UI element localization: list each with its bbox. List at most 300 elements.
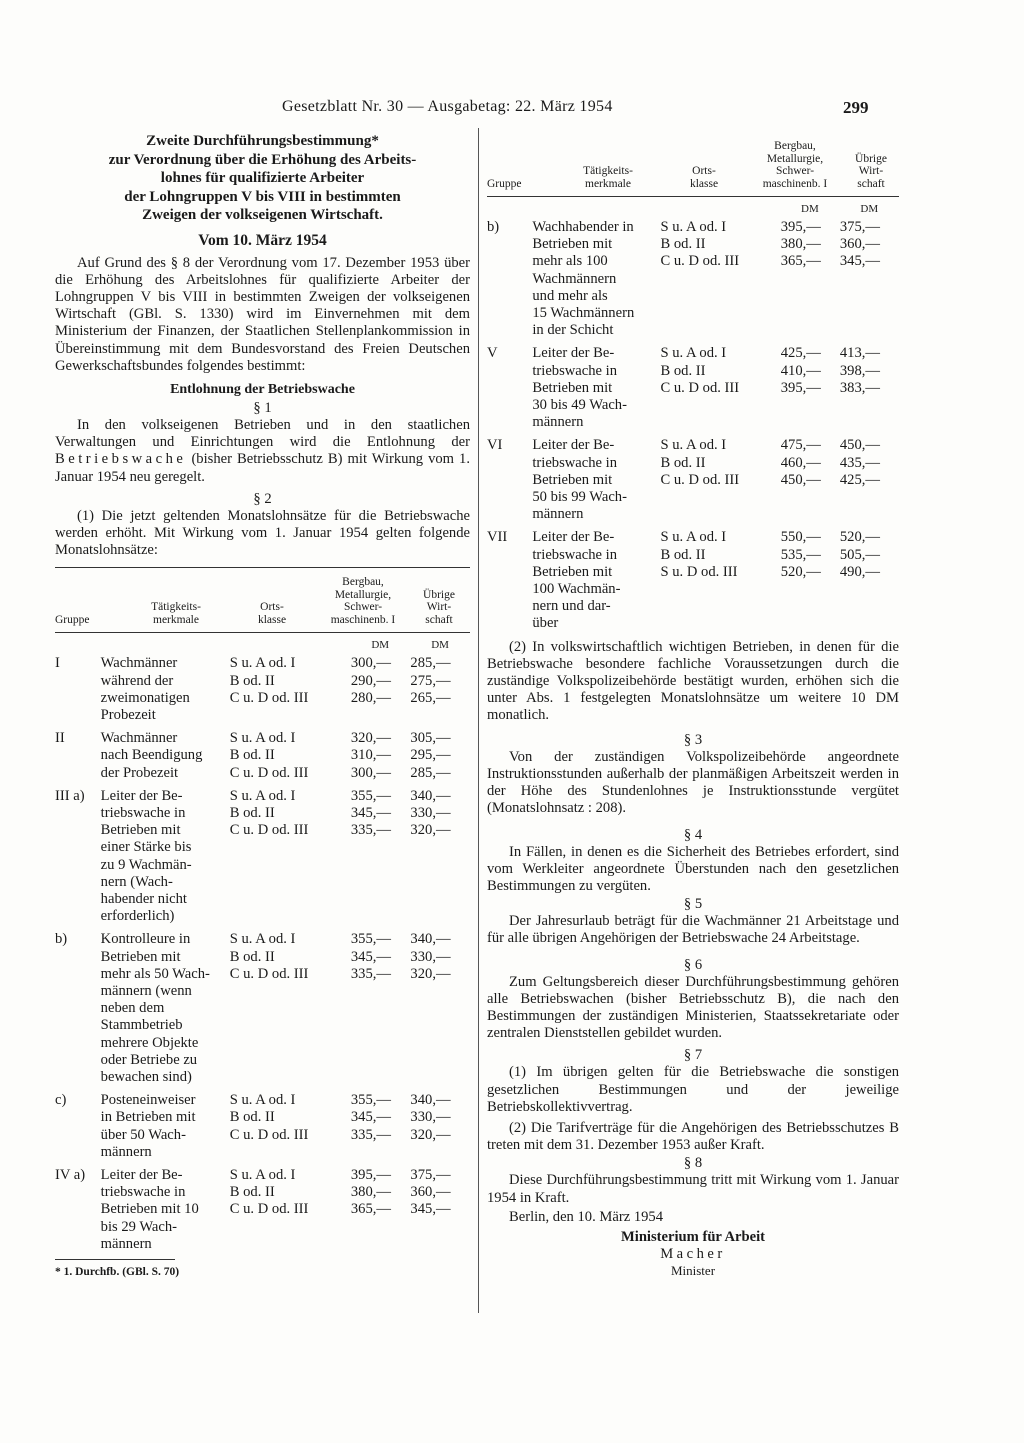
th-line: Orts- [260, 601, 284, 614]
cell-uebrige-value-line: 425,— [839, 471, 881, 488]
cell-bergbau-value [351, 1167, 411, 1253]
cell-merkmale-line: Wachhabender in [532, 219, 634, 235]
cell-bergbau-value-line: 460,— [780, 454, 821, 471]
cell-bergbau-value-line: 395,— [780, 219, 821, 235]
cell-bergbau-value-line: 550,— [780, 529, 821, 546]
cell-uebrige-value-line: 305,— [410, 730, 451, 747]
th-line: schaft [857, 177, 885, 190]
cell-ortsklasse [660, 219, 780, 339]
cell-merkmale-line: während der [100, 672, 174, 689]
th-line: Bergbau, [342, 576, 384, 589]
cell-merkmale-line: triebswache in [532, 454, 618, 471]
cell-bergbau-value [351, 1092, 411, 1161]
table-row [487, 437, 899, 523]
paragraph-4-text: In Fällen, in denen es die Sicherheit des Betriebes erfordert, sind vom Werkleiter angeordnete Überstunden nach den gesetzlichen Bestimmungen zu vergüten. [487, 843, 899, 894]
cell-ortsklasse-line: C u. D od. III [660, 379, 740, 396]
cell-merkmale-line: Probezeit [100, 706, 156, 723]
cell-merkmale-line: mehr als 50 Wach- [100, 965, 210, 982]
cell-ortsklasse-line: S u. A od. I [229, 730, 296, 747]
th-line: Schwer- [343, 601, 383, 614]
cell-merkmale-line: Wachmännern [532, 270, 617, 287]
cell-bergbau-value-line: 320,— [350, 730, 391, 747]
cell-uebrige-value [840, 345, 899, 431]
cell-bergbau-value-line: 380,— [350, 1184, 391, 1201]
table-row [55, 1092, 470, 1161]
th-line: merkmale [585, 177, 631, 190]
cell-merkmale [101, 1092, 230, 1161]
cell-merkmale-line: in Betrieben mit [100, 1109, 196, 1126]
paragraph-1-text-b: (bisher Betriebsschutz B) mit Wirkung vom 1. Januar 1954 neu geregelt. [55, 451, 470, 485]
cell-merkmale [532, 529, 660, 632]
table-body-left [55, 655, 470, 1253]
paragraph-2-text: (1) Die jetzt geltenden Monatslohnsätze für die Betriebswache werden erhöht. Mit Wirkung vom 1. Januar 1954 gelten folgende Monatslohnsätze: [55, 507, 470, 559]
cell-uebrige-value-line: 295,— [410, 747, 451, 764]
cell-ortsklasse-line: B od. II [229, 747, 275, 764]
cell-merkmale-line: Betrieben mit [532, 379, 613, 396]
cell-uebrige-value-line: 285,— [410, 764, 451, 781]
cell-bergbau-value-line: 380,— [780, 236, 821, 253]
cell-gruppe [487, 529, 532, 632]
table-row [487, 529, 899, 632]
table-row [55, 931, 470, 1086]
table-row [487, 219, 899, 339]
cell-uebrige-value-line: 360,— [839, 236, 881, 253]
cell-merkmale-line: Leiter der Be- [100, 787, 183, 804]
cell-merkmale-line: der Probezeit [100, 764, 179, 781]
unit-dm: DM [431, 639, 449, 652]
cell-merkmale-line: Betrieben mit 10 [100, 1201, 199, 1218]
footnote-rule [55, 1259, 175, 1260]
cell-uebrige-value-line: 520,— [839, 529, 881, 546]
title-line: Zweite Durchführungsbestimmung* [146, 133, 379, 149]
left-column [55, 132, 470, 1278]
paragraph-2-abs-2: (2) In volkswirtschaftlich wichtigen Betrieben, in denen für die Betriebswache besondere fachliche Voraussetzungen durch die zuständige Volkspolizeibehörde bestätigt wurden, erhöhen sich die unter Abs. 1 festgelegten Monatslohnsätze um weitere 10 DM monatlich. [487, 638, 899, 724]
th-uebrige [845, 153, 897, 191]
cell-merkmale-line: männern (wenn [100, 983, 192, 999]
cell-gruppe-line: b) [55, 931, 68, 948]
cell-merkmale-line: Betrieben mit [100, 948, 181, 965]
th-bergbau [313, 576, 413, 626]
cell-merkmale-line: Betrieben mit [532, 563, 613, 580]
cell-merkmale-line: 30 bis 49 Wach- [532, 397, 627, 414]
th-ortsklasse [663, 165, 745, 190]
cell-bergbau-value-line: 335,— [350, 1126, 391, 1143]
table-row [55, 730, 470, 782]
th-line: maschinenb. I [762, 177, 828, 190]
cell-merkmale-line: über [532, 615, 559, 632]
cell-merkmale-line: habender nicht [100, 890, 187, 907]
cell-bergbau-value-line: 300,— [350, 655, 391, 672]
ministry-name: Ministerium für Arbeit [620, 1228, 766, 1245]
cell-uebrige-value-line: 320,— [410, 822, 451, 839]
paragraph-sign-1: § 1 [253, 399, 272, 416]
paragraph-1-spaced: Betriebswache [55, 451, 187, 468]
document-date: Vom 10. März 1954 [198, 231, 327, 249]
document-title [55, 132, 470, 225]
th-line: Tätigkeits- [583, 165, 633, 177]
cell-gruppe-line: II [55, 730, 65, 747]
paragraph-sign-4: § 4 [683, 826, 703, 843]
unit-dm: DM [801, 203, 819, 215]
cell-bergbau-value-line: 535,— [780, 546, 821, 563]
cell-merkmale [101, 730, 230, 782]
cell-bergbau-value-line: 520,— [780, 563, 821, 580]
paragraph-5-text: Der Jahresurlaub beträgt für die Wachmänner 21 Arbeitstage und für alle übrigen Angehörigen der Betriebswache 24 Arbeitstage. [487, 913, 899, 947]
cell-uebrige-value-line: 340,— [410, 931, 451, 948]
th-line: schaft [425, 613, 453, 626]
cell-ortsklasse-line: S u. A od. I [660, 437, 727, 454]
cell-bergbau-value [781, 529, 840, 632]
cell-merkmale-line: Leiter der Be- [100, 1167, 183, 1184]
cell-ortsklasse [230, 1167, 351, 1253]
cell-ortsklasse-line: C u. D od. III [229, 822, 309, 839]
th-line: Tätigkeits- [151, 601, 201, 614]
cell-ortsklasse-line: S u. A od. I [229, 1092, 296, 1109]
cell-uebrige-value-line: 275,— [410, 672, 451, 689]
cell-ortsklasse-line: S u. A od. I [229, 1167, 296, 1184]
cell-merkmale-line: Kontrolleure in [100, 931, 191, 948]
table-row [487, 345, 899, 431]
cell-uebrige-value [840, 437, 899, 523]
cell-uebrige-value [410, 788, 470, 926]
paragraph-sign-5: § 5 [683, 896, 703, 913]
paragraph-sign-7: § 7 [683, 1047, 703, 1064]
cell-uebrige-value [410, 1092, 470, 1161]
th-line: Metallurgie, [334, 588, 392, 601]
cell-uebrige-value-line: 375,— [410, 1167, 451, 1184]
cell-uebrige-value-line: 330,— [410, 948, 451, 965]
cell-ortsklasse-line: B od. II [229, 1109, 275, 1126]
cell-bergbau-value-line: 345,— [350, 948, 391, 965]
column-divider [478, 128, 479, 1313]
cell-bergbau-value-line: 310,— [350, 747, 391, 764]
th-line: Wirt- [426, 601, 452, 614]
cell-bergbau-value [351, 655, 411, 724]
cell-merkmale-line: 50 bis 99 Wach- [532, 489, 627, 506]
paragraph-7-text-2: (2) Die Tarifverträge für die Angehörigen des Betriebsschutzes B treten mit dem 31. Dezember 1953 außer Kraft. [487, 1119, 899, 1154]
cell-merkmale [101, 655, 230, 724]
cell-ortsklasse-line: B od. II [229, 804, 275, 821]
place-date: Berlin, den 10. März 1954 [509, 1208, 664, 1225]
cell-merkmale-line: Wachmänner [100, 730, 178, 747]
cell-uebrige-value-line: 450,— [839, 437, 881, 454]
cell-bergbau-value-line: 355,— [350, 787, 391, 804]
cell-ortsklasse [660, 529, 780, 632]
title-line: zur Verordnung über die Erhöhung des Arbeits- [108, 151, 417, 168]
cell-ortsklasse-line: B od. II [229, 672, 275, 689]
title-line: lohnes für qualifizierte Arbeiter [160, 170, 365, 186]
cell-ortsklasse-line: C u. D od. III [660, 471, 740, 488]
paragraph-1-text [55, 417, 470, 486]
title-line: der Lohngruppen V bis VIII in bestimmten [124, 188, 401, 205]
cell-merkmale-line: nach Beendigung [100, 747, 203, 764]
cell-uebrige-value-line: 413,— [839, 345, 881, 362]
th-line: klasse [689, 177, 719, 190]
unit-row [487, 197, 899, 219]
cell-bergbau-value-line: 300,— [350, 764, 391, 781]
cell-bergbau-value-line: 355,— [350, 1092, 391, 1109]
cell-ortsklasse-line: B od. II [660, 236, 706, 253]
cell-ortsklasse [230, 788, 351, 926]
th-merkmale [121, 601, 231, 626]
cell-uebrige-value [840, 529, 899, 632]
cell-gruppe-line: I [55, 655, 60, 672]
cell-bergbau-value-line: 290,— [350, 672, 391, 689]
cell-bergbau-value-line: 425,— [780, 345, 821, 362]
cell-ortsklasse-line: S u. A od. I [229, 655, 296, 672]
cell-merkmale-line: mehr als 100 [532, 253, 608, 270]
unit-dm: DM [371, 639, 390, 652]
cell-merkmale-line: Leiter der Be- [532, 437, 615, 454]
cell-ortsklasse-line: C u. D od. III [229, 1201, 309, 1218]
cell-ortsklasse [230, 1092, 351, 1161]
cell-uebrige-value [410, 730, 470, 782]
cell-uebrige-value-line: 265,— [410, 689, 451, 706]
cell-bergbau-value [351, 730, 411, 782]
section-heading: Entlohnung der Betriebswache [170, 381, 355, 397]
cell-gruppe-line: VII [487, 529, 508, 546]
cell-uebrige-value-line: 330,— [410, 1109, 451, 1126]
cell-gruppe [487, 219, 532, 339]
cell-ortsklasse-line: B od. II [660, 546, 706, 563]
cell-uebrige-value-line: 320,— [410, 1126, 451, 1143]
cell-uebrige-value-line: 330,— [410, 804, 451, 821]
cell-merkmale-line: oder Betriebe zu [100, 1051, 198, 1068]
cell-uebrige-value [410, 655, 470, 724]
cell-merkmale-line: männern [100, 1235, 152, 1252]
signatory-role: Minister [670, 1262, 716, 1278]
th-gruppe: Gruppe [487, 177, 522, 190]
cell-merkmale-line: Wachmänner [100, 655, 178, 672]
unit-dm: DM [860, 203, 879, 215]
cell-uebrige-value [410, 1167, 470, 1253]
cell-merkmale-line: mehrere Objekte [100, 1034, 199, 1051]
cell-uebrige-value-line: 345,— [839, 253, 881, 270]
cell-merkmale-line: bewachen sind) [100, 1069, 192, 1086]
th-line: maschinenb. I [330, 613, 396, 626]
cell-ortsklasse [660, 437, 780, 523]
cell-ortsklasse-line: B od. II [229, 1184, 275, 1201]
cell-ortsklasse-line: B od. II [660, 362, 706, 379]
th-bergbau [745, 140, 845, 190]
cell-uebrige-value-line: 505,— [839, 546, 881, 563]
cell-merkmale-line: Leiter der Be- [532, 529, 615, 546]
cell-uebrige-value-line: 375,— [839, 219, 881, 235]
cell-merkmale-line: 100 Wachmän- [532, 581, 621, 598]
cell-gruppe [55, 730, 101, 782]
cell-ortsklasse-line: S u. A od. I [229, 787, 296, 804]
cell-merkmale-line: triebswache in [532, 362, 618, 379]
cell-bergbau-value [351, 788, 411, 926]
th-line: Bergbau, [774, 140, 816, 152]
signatory-name: Macher [660, 1245, 726, 1262]
cell-merkmale-line: zweimonatigen [100, 689, 190, 706]
page-number: 299 [843, 98, 869, 117]
cell-merkmale [532, 345, 660, 431]
cell-bergbau-value-line: 410,— [780, 362, 821, 379]
cell-gruppe-line: VI [487, 437, 503, 454]
cell-uebrige-value-line: 320,— [410, 965, 451, 982]
cell-merkmale-line: Betrieben mit [532, 236, 613, 253]
cell-ortsklasse-line: B od. II [660, 454, 706, 471]
cell-uebrige-value [410, 931, 470, 1086]
table-header [487, 140, 899, 197]
cell-merkmale-line: Leiter der Be- [532, 345, 615, 362]
cell-gruppe [55, 931, 101, 1086]
th-gruppe: Gruppe [55, 613, 90, 626]
cell-merkmale-line: männern [100, 1143, 152, 1160]
cell-bergbau-value-line: 475,— [780, 437, 821, 454]
cell-uebrige-value-line: 435,— [839, 454, 881, 471]
cell-gruppe [55, 655, 101, 724]
table-row [55, 788, 470, 926]
cell-merkmale-line: Betrieben mit [100, 822, 181, 839]
cell-ortsklasse-line: S u. A od. I [660, 219, 727, 235]
cell-gruppe-line: b) [487, 219, 500, 235]
cell-merkmale-line: erforderlich) [100, 908, 175, 925]
cell-bergbau-value-line: 395,— [780, 379, 821, 396]
cell-merkmale-line: triebswache in [532, 546, 618, 563]
preamble: Auf Grund des § 8 der Verordnung vom 17. Dezember 1953 über die Erhöhung des Arbeitslohnes für qualifizierte Arbeiter der Lohngruppen V bis VIII in bestimmten Zweigen der volkseigenen Wirtschaft (GBl. S. 1330) wird im Einvernehmen mit dem Ministerium der Finanzen, der Staatlichen Stellenplankommission in Übereinstimmung mit dem Bundesvorstand des Freien Deutschen Gewerkschaftsbundes folgendes bestimmt: [55, 254, 470, 374]
table-row [55, 1167, 470, 1253]
cell-bergbau-value [781, 437, 840, 523]
cell-ortsklasse-line: C u. D od. III [229, 689, 309, 706]
unit-row [55, 633, 470, 655]
cell-gruppe [487, 345, 532, 431]
cell-uebrige-value-line: 383,— [839, 379, 881, 396]
paragraph-sign-2: § 2 [253, 490, 272, 507]
cell-merkmale [532, 437, 660, 523]
paragraph-1-text-a: In den volkseigenen Betrieben und in den staatlichen Verwaltungen und Einrichtungen wird die Entlohnung der [55, 416, 470, 451]
cell-merkmale-line: Stammbetrieb [100, 1017, 183, 1034]
cell-gruppe [487, 437, 532, 523]
cell-bergbau-value [781, 345, 840, 431]
cell-uebrige-value-line: 340,— [410, 1092, 451, 1109]
cell-ortsklasse-line: S u. D od. III [660, 563, 738, 580]
cell-uebrige-value-line: 345,— [410, 1201, 451, 1218]
th-merkmale [553, 165, 663, 190]
cell-merkmale-line: männern [532, 414, 584, 431]
th-line: Schwer- [775, 165, 815, 177]
cell-bergbau-value-line: 335,— [350, 965, 391, 982]
cell-merkmale-line: 15 Wachmännern [532, 305, 635, 322]
paragraph-6-text: Zum Geltungsbereich dieser Durchführungsbestimmung gehören alle Betriebswachen (bisher Betriebsschutz B), die nach den Bestimmungen der zuständigen Ministerien, Staatssekretariate oder zentralen Dienststellen gebildet wurden. [487, 973, 899, 1042]
th-ortsklasse [231, 601, 313, 626]
cell-merkmale-line: männern [532, 506, 584, 523]
cell-uebrige-value-line: 285,— [410, 655, 451, 672]
cell-gruppe [55, 788, 101, 926]
cell-merkmale-line: einer Stärke bis [100, 839, 192, 856]
cell-uebrige-value [840, 219, 899, 339]
cell-uebrige-value-line: 490,— [839, 563, 881, 580]
cell-bergbau-value-line: 280,— [350, 689, 391, 706]
th-line: merkmale [153, 613, 199, 626]
cell-gruppe [55, 1167, 101, 1253]
cell-ortsklasse [230, 655, 351, 724]
cell-ortsklasse-line: C u. D od. III [229, 764, 309, 781]
paragraph-8-text: Diese Durchführungsbestimmung tritt mit Wirkung vom 1. Januar 1954 in Kraft. [487, 1172, 899, 1206]
cell-merkmale [532, 219, 660, 339]
header-text: Gesetzblatt Nr. 30 — Ausgabetag: 22. März 1954 [282, 98, 613, 115]
paragraph-7-text-1: (1) Im übrigen gelten für die Betriebswache die sonstigen gesetzlichen Bestimmungen und der jeweilige Betriebskollektivvertrag. [487, 1064, 899, 1115]
cell-merkmale-line: neben dem [100, 1000, 165, 1017]
right-column [487, 140, 899, 1279]
cell-bergbau-value-line: 395,— [350, 1167, 391, 1184]
page-header [0, 98, 1024, 124]
cell-merkmale-line: nern und dar- [532, 598, 611, 615]
cell-merkmale [101, 1167, 230, 1253]
cell-merkmale-line: triebswache in [100, 804, 186, 821]
cell-ortsklasse-line: C u. D od. III [229, 1126, 309, 1143]
cell-merkmale-line: über 50 Wach- [100, 1126, 186, 1143]
cell-gruppe-line: IV a) [55, 1167, 86, 1184]
cell-ortsklasse-line: S u. A od. I [229, 931, 296, 948]
cell-bergbau-value-line: 450,— [780, 471, 821, 488]
cell-ortsklasse-line: S u. A od. I [660, 529, 727, 546]
cell-ortsklasse [230, 730, 351, 782]
paragraph-3-text: Von der zuständigen Volkspolizeibehörde angeordnete Instruktionsstunden außerhalb der planmäßigen Arbeitszeit werden in der Höhe des Stundenlohnes je Instruktionsstunde vergütet (Monatslohnsatz : 208). [487, 748, 899, 817]
cell-bergbau-value [351, 931, 411, 1086]
cell-uebrige-value-line: 360,— [410, 1184, 451, 1201]
cell-merkmale-line: Posteneinweiser [100, 1092, 196, 1109]
cell-bergbau-value-line: 365,— [780, 253, 821, 270]
cell-merkmale-line: nern (Wach- [100, 873, 173, 890]
cell-bergbau-value-line: 345,— [350, 804, 391, 821]
cell-gruppe-line: V [487, 345, 498, 362]
cell-uebrige-value-line: 398,— [839, 362, 881, 379]
th-line: klasse [257, 613, 287, 626]
th-line: Übrige [423, 588, 455, 601]
cell-ortsklasse-line: S u. A od. I [660, 345, 727, 362]
paragraph-sign-6: § 6 [683, 956, 703, 973]
table-row [55, 655, 470, 724]
cell-gruppe [55, 1092, 101, 1161]
th-uebrige [413, 589, 465, 627]
cell-merkmale-line: und mehr als [532, 287, 608, 304]
cell-ortsklasse-line: B od. II [229, 948, 275, 965]
cell-ortsklasse [660, 345, 780, 431]
cell-merkmale-line: triebswache in [100, 1184, 186, 1201]
cell-bergbau-value-line: 335,— [350, 822, 391, 839]
table-header [55, 568, 470, 633]
cell-ortsklasse-line: C u. D od. III [229, 965, 309, 982]
footnote: * 1. Durchfb. (GBl. S. 70) [55, 1266, 180, 1279]
cell-bergbau-value-line: 365,— [350, 1201, 391, 1218]
cell-merkmale-line: bis 29 Wach- [100, 1218, 178, 1235]
cell-merkmale-line: in der Schicht [532, 322, 614, 339]
cell-merkmale [101, 788, 230, 926]
cell-ortsklasse-line: C u. D od. III [660, 253, 740, 270]
cell-gruppe-line: c) [55, 1092, 67, 1109]
cell-bergbau-value-line: 355,— [350, 931, 391, 948]
cell-merkmale-line: Betrieben mit [532, 471, 613, 488]
paragraph-sign-3: § 3 [683, 731, 703, 748]
cell-bergbau-value-line: 345,— [350, 1109, 391, 1126]
table-body-right [487, 219, 899, 633]
cell-merkmale [101, 931, 230, 1086]
title-line: Zweigen der volkseigenen Wirtschaft. [142, 207, 383, 223]
th-line: Metallurgie, [766, 152, 824, 165]
cell-gruppe-line: III a) [55, 787, 85, 804]
cell-ortsklasse [230, 931, 351, 1086]
cell-bergbau-value [781, 219, 840, 339]
cell-uebrige-value-line: 340,— [410, 787, 451, 804]
th-line: Wirt- [858, 165, 884, 177]
cell-merkmale-line: zu 9 Wachmän- [100, 856, 192, 873]
th-line: Übrige [855, 152, 887, 165]
th-line: Orts- [692, 165, 716, 177]
paragraph-sign-8: § 8 [683, 1155, 703, 1172]
